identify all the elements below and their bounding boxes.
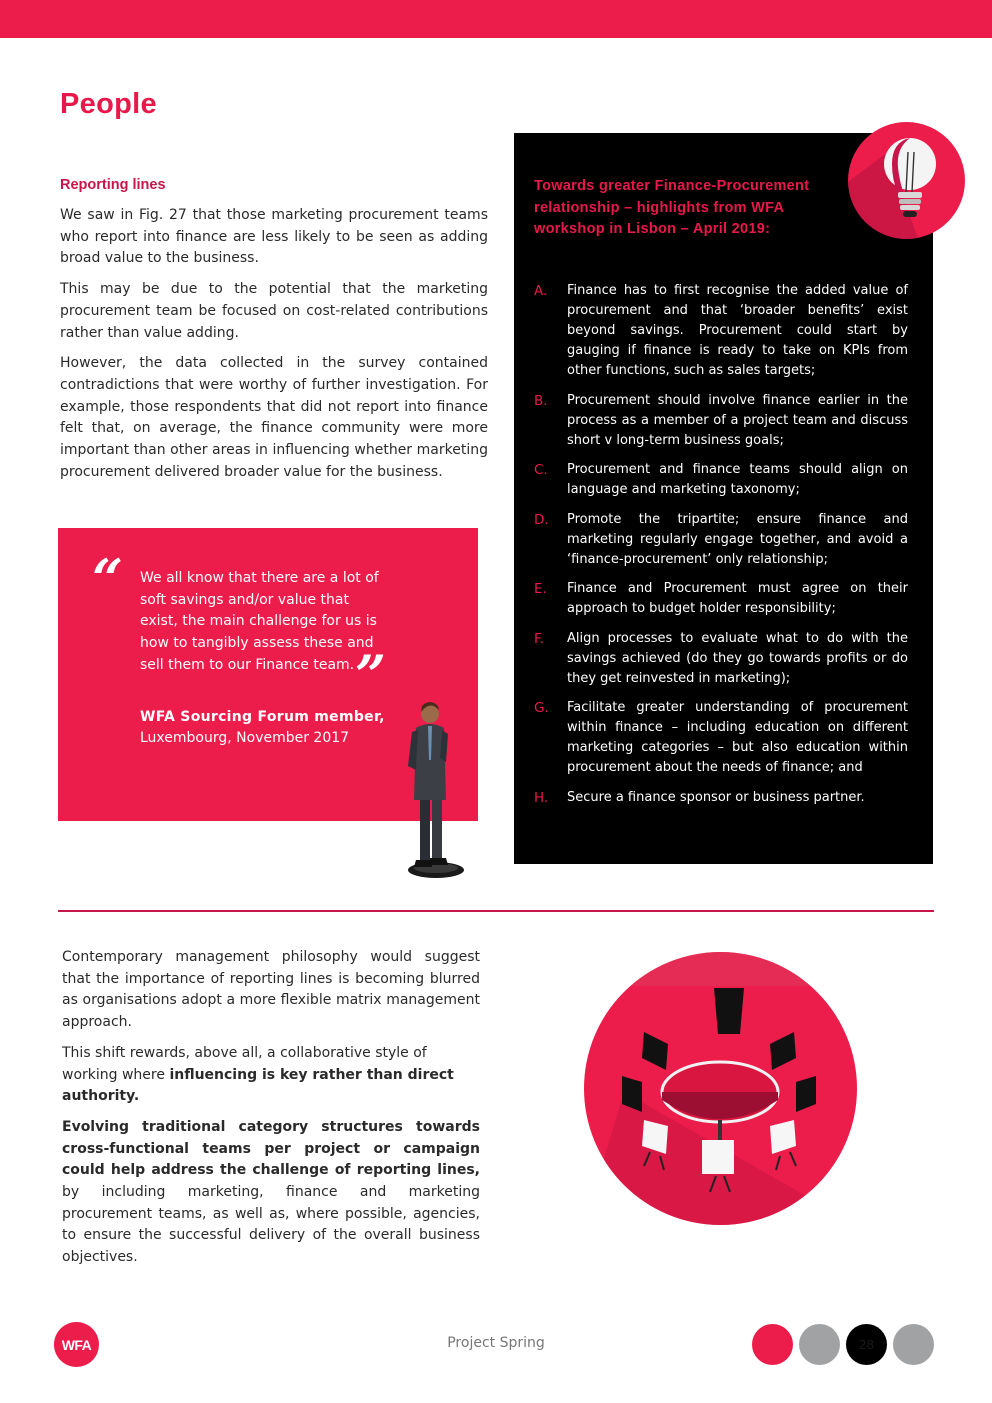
list-item — [534, 391, 908, 451]
list-letter: E. — [534, 581, 547, 597]
list-item-text: Finance has to first recognise the added value of procurement and that ‘broader benefits’ exist beyond savings. Procurement could start by gauging if finance is ready to take on KPIs from other functions, such as sales targets; — [567, 283, 908, 378]
section-divider — [58, 910, 934, 912]
body-paragraph — [62, 1117, 480, 1269]
wfa-logo: WFA — [54, 1322, 99, 1367]
list-item-text: Secure a finance sponsor or business partner. — [567, 789, 865, 805]
body-paragraph — [62, 1043, 480, 1108]
footer-dot — [752, 1324, 793, 1365]
list-item — [534, 460, 908, 500]
footer-dot — [893, 1324, 934, 1365]
highlights-list — [534, 281, 908, 817]
top-accent-bar — [0, 0, 992, 38]
quote-place: Luxembourg, November 2017 — [140, 730, 350, 746]
body-paragraph: This may be due to the potential that the marketing procurement team be focused on cost-related contributions rather than value adding. — [60, 281, 488, 341]
list-item — [534, 579, 908, 619]
reporting-lines-conclusion — [62, 947, 480, 1278]
list-item-text: Promote the tripartite; ensure finance and marketing regularly engage together, and avoid a ‘finance-procurement’ only relationship; — [567, 511, 908, 567]
quote-author: WFA Sourcing Forum member, — [140, 709, 385, 725]
list-letter: H. — [534, 789, 549, 806]
list-item — [534, 788, 908, 808]
close-quote-icon: ” — [355, 643, 387, 707]
list-item — [534, 510, 908, 570]
list-letter: C. — [534, 462, 548, 478]
footer-doc-title: Project Spring — [447, 1335, 545, 1351]
meeting-table-illustration — [584, 952, 857, 1225]
reporting-lines-section — [60, 177, 488, 492]
paragraph-emphasis: influencing is key rather than direct authority. — [62, 1066, 454, 1105]
highlights-panel — [514, 133, 933, 864]
list-item-text: Facilitate greater understanding of procurement within finance – including education on different marketing categories – but also education within procurement about the needs of finance; and — [567, 700, 908, 775]
section-heading: Reporting lines — [60, 177, 166, 193]
list-item-text: Finance and Procurement must agree on their approach to budget holder responsibility; — [567, 581, 908, 616]
paragraph-text: This shift rewards, above all, a collaborative style of working where — [62, 1044, 427, 1083]
paragraph-text: by including marketing, finance and marketing procurement teams, as well as, where possible, agencies, to ensure the successful delivery of the overall business objectives. — [62, 1184, 480, 1266]
list-item — [534, 698, 908, 778]
list-letter: A. — [534, 283, 548, 299]
list-item — [534, 281, 908, 381]
list-letter: G. — [534, 700, 549, 716]
paragraph-emphasis: Evolving traditional category structures towards cross-functional teams per project or campaign could help address the challenge of reporting lines, — [62, 1118, 480, 1179]
list-letter: F. — [534, 630, 544, 647]
list-letter: B. — [534, 392, 548, 409]
body-paragraph: However, the data collected in the survey contained contradictions that were worthy of further investigation. For example, those respondents that did not report into finance felt that, on average, the finance community were more important than other areas in influencing whether marketing procurement delivered broader value for the business. — [60, 355, 488, 480]
body-paragraph: Contemporary management philosophy would suggest that the importance of reporting lines is becoming blurred as organisations adopt a more flexible matrix management approach. — [62, 949, 480, 1031]
quote-text: We all know that there are a lot of soft savings and/or value that exist, the main challenge for us is how to tangibly assess these and sell them to our Finance team. — [140, 570, 379, 673]
list-item-text: Procurement should involve finance earlier in the process as a member of a project team and discuss short v long-term business goals; — [567, 392, 908, 448]
meeting-table-icon — [584, 952, 857, 1225]
page-number-badge: 28 — [846, 1324, 887, 1365]
lightbulb-illustration — [848, 122, 965, 239]
list-item-text: Align processes to evaluate what to do with the savings achieved (do they go towards profits or do they get reinvested in marketing); — [567, 630, 908, 686]
lightbulb-icon — [848, 122, 965, 239]
businessman-illustration — [398, 700, 468, 885]
list-item-text: Procurement and finance teams should align on language and marketing taxonomy; — [567, 462, 908, 497]
highlights-title: Towards greater Finance-Procurement relationship – highlights from WFA workshop in Lisbon – April 2019: — [534, 178, 810, 237]
list-letter: D. — [534, 511, 549, 528]
list-item — [534, 629, 908, 689]
footer-dot — [799, 1324, 840, 1365]
page-title: People — [60, 88, 157, 120]
body-paragraph: We saw in Fig. 27 that those marketing procurement teams who report into finance are less likely to be seen as adding broad value to the business. — [60, 207, 488, 267]
open-quote-icon: “ — [92, 547, 124, 611]
